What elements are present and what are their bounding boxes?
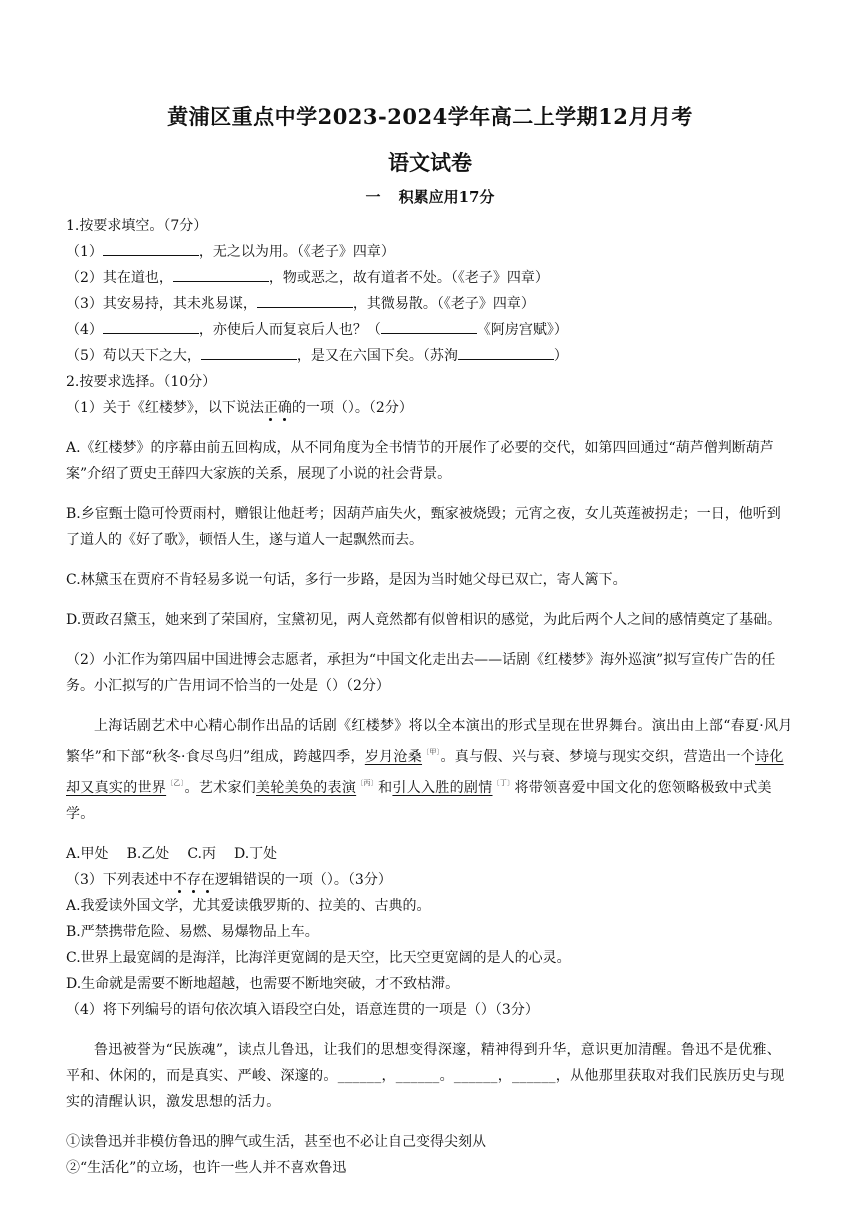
q2-sub2-stem: （2）小汇作为第四届中国进博会志愿者，承担为“中国文化走出去——话剧《红楼梦》海外巡演”拟写宣传广告的任务。小汇拟写的广告用词不恰当的一处是（）（2分） bbox=[66, 652, 776, 694]
fill-blank bbox=[201, 344, 297, 360]
q2-sub4-item-1: ①读鲁迅并非模仿鲁迅的脾气或生活，甚至也不必让自己变得尖刻从 bbox=[66, 1134, 486, 1150]
q2-sub3-option-c: C.世界上最宽阔的是海洋，比海洋更宽阔的是天空，比天空更宽阔的是人的心灵。 bbox=[66, 950, 571, 966]
q2-sub1-option-d: D.贾政召黛玉，她来到了荣国府，宝黛初见，两人竟然都有似曾相识的感觉，为此后两个人之间的感情奠定了基础。 bbox=[66, 612, 782, 628]
underlined-phrase-b: 诗化却又真实的世界 bbox=[66, 749, 784, 796]
fill-blank bbox=[173, 266, 269, 282]
exam-subtitle: 语文试卷 bbox=[388, 150, 472, 175]
q1-item-1: （1） ，无之以为用。（《老子》四章） bbox=[66, 239, 794, 265]
exam-body bbox=[66, 213, 794, 1181]
q2-sub1-option-b: B.乡宦甄士隐可怜贾雨村，赠银让他赶考；因葫芦庙失火，甄家被烧毁；元宵之夜，女儿英莲被拐走；一日，他听到了道人的《好了歌》，顿悟人生，遂与道人一起飘然而去。 bbox=[66, 506, 781, 548]
q2-sub3-option-d: D.生命就是需要不断地超越，也需要不断地突破，才不致枯滞。 bbox=[66, 976, 460, 992]
q1-item-4: （4） ，亦使后人而复哀后人也？（ 《阿房宫赋》） bbox=[66, 317, 794, 343]
q2-sub1-option-a: A.《红楼梦》的序幕由前五回构成，从不同角度为全书情节的开展作了必要的交代，如第四回通过“葫芦僧判断葫芦案”介绍了贾史王薛四大家族的关系，展现了小说的社会背景。 bbox=[66, 440, 774, 482]
fill-blank bbox=[103, 318, 199, 334]
q2-sub1-option-c: C.林黛玉在贾府不肯轻易多说一句话，多行一步路，是因为当时她父母已双亡，寄人篱下。 bbox=[66, 572, 627, 588]
underlined-phrase-d: 引人入胜的剧情 bbox=[392, 780, 493, 796]
q1-item-2: （2）其在道也， ，物或恶之，故有道者不处。（《老子》四章） bbox=[66, 265, 794, 291]
emphasis-char: 存 bbox=[186, 872, 201, 888]
q1-stem: 1.按要求填空。（7分） bbox=[66, 218, 208, 234]
q2-sub1-stem: （1）关于《红楼梦》，以下说法正确的一项（）。（2分） bbox=[66, 400, 413, 416]
q1-item-3: （3）其安易持，其未兆易谋， ，其微易散。（《老子》四章） bbox=[66, 291, 794, 317]
section-number: 一 bbox=[365, 188, 381, 206]
emphasis-char: 确 bbox=[277, 400, 292, 416]
option-c: C.丙 bbox=[187, 846, 216, 862]
option-d: D.丁处 bbox=[233, 846, 278, 862]
q2-sub4-item-2: ②“生活化”的立场，也许一些人并不喜欢鲁迅 bbox=[66, 1160, 347, 1176]
fill-blank bbox=[458, 344, 554, 360]
fill-blank bbox=[257, 292, 353, 308]
fill-blank bbox=[103, 240, 199, 256]
q2-sub2-options bbox=[66, 841, 794, 867]
underlined-phrase-c: 美轮美奂的表演 bbox=[256, 780, 357, 796]
q2-sub4-passage: 鲁迅被誉为“民族魂”，读点儿鲁迅，让我们的思想变得深邃，精神得到升华，意识更加清醒。鲁迅不是优雅、平和、休闲的，而是真实、严峻、深邃的。______，______。______，______，从他那里获取对我们民族历史与现实的清醒认识，激发思想的活力。 bbox=[66, 1042, 785, 1110]
section-title: 积累应用17分 bbox=[398, 188, 495, 206]
q2-sub4-stem: （4）将下列编号的语句依次填入语段空白处，语意连贯的一项是（）（3分） bbox=[66, 1002, 539, 1018]
q1-item-5: （5）苟以天下之大， ，是又在六国下矣。（苏洵 ） bbox=[66, 343, 794, 369]
section-heading bbox=[0, 186, 860, 207]
q2-sub3-option-b: B.严禁携带危险、易燃、易爆物品上车。 bbox=[66, 924, 319, 940]
q2-sub2-passage: 上海话剧艺术中心精心制作出品的话剧《红楼梦》将以全本演出的形式呈现在世界舞台。演出由上部“春夏·风月繁华”和下部“秋冬·食尽鸟归”组成，跨越四季，岁月沧桑$^{〔甲〕}$。真与假、兴与衰、梦境与现实交织，营造出一个诗化却又真实的世界$^{〔乙〕}$。艺术家们美轮美奂的表演$^{〔丙〕}$和引人入胜的剧情$^{〔丁〕}$将带领喜爱中国文化的您领略极致中式美学。 bbox=[66, 718, 793, 822]
q2-sub3-stem: （3）下列表述中不存在逻辑错误的一项（）。（3分） bbox=[66, 872, 392, 888]
emphasis-char: 正 bbox=[263, 400, 278, 416]
underlined-phrase-a: 岁月沧桑 bbox=[364, 749, 423, 765]
exam-title: 黄浦区重点中学2023-2024学年高二上学期12月月考 bbox=[167, 104, 693, 129]
emphasis-char: 在 bbox=[200, 872, 215, 888]
emphasis-char: 不 bbox=[172, 872, 187, 888]
fill-blank bbox=[381, 318, 477, 334]
option-a: A.甲处 bbox=[66, 846, 109, 862]
q2-stem: 2.按要求选择。（10分） bbox=[66, 374, 217, 390]
option-b: B.乙处 bbox=[126, 846, 170, 862]
q2-sub3-option-a: A.我爱读外国文学，尤其爱读俄罗斯的、拉美的、古典的。 bbox=[66, 898, 431, 914]
